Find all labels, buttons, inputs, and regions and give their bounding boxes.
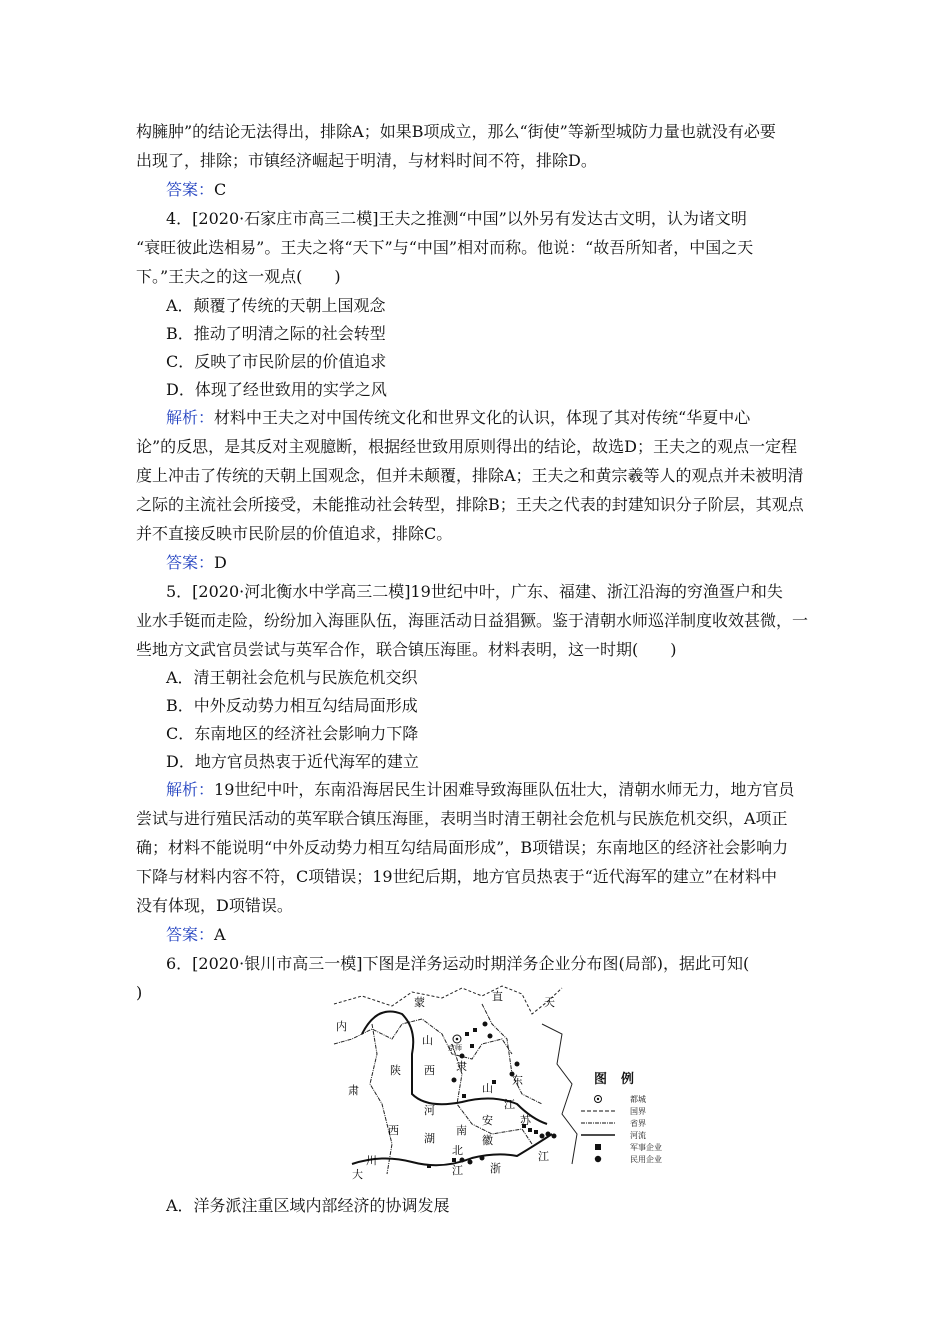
military-enterprise-icon bbox=[580, 1143, 616, 1151]
legend-row bbox=[580, 1129, 690, 1141]
legend-title: 图例 bbox=[594, 1072, 649, 1087]
legend-label: 河流 bbox=[630, 1130, 646, 1140]
answer-label: 答案： bbox=[166, 553, 215, 572]
analysis-label: 解析： bbox=[166, 408, 215, 427]
answer-label: 答案： bbox=[166, 925, 215, 944]
civil-enterprise-marker bbox=[468, 1160, 473, 1165]
legend-label: 民用企业 bbox=[630, 1154, 662, 1164]
analysis-line: 解析：材料中王夫之对中国传统文化和世界文化的认识，体现了其对传统“华夏中心 bbox=[166, 408, 751, 427]
civil-enterprise-marker bbox=[488, 1034, 493, 1039]
option-d: D．地方官员热衷于近代海军的建立 bbox=[166, 752, 419, 771]
analysis-line: 尝试与进行殖民活动的英军联合镇压海匪，表明当时清王朝社会危机与民族危机交织，A项正 bbox=[136, 809, 788, 828]
civil-enterprise-marker bbox=[540, 1134, 545, 1139]
border-line bbox=[334, 986, 562, 1014]
coast-line bbox=[542, 1024, 577, 1164]
place-label: 东 bbox=[512, 1074, 523, 1087]
national-border-icon bbox=[580, 1108, 616, 1114]
place-label: 天 bbox=[544, 996, 555, 1009]
military-enterprise-marker bbox=[452, 1158, 456, 1162]
place-label: 湖 bbox=[424, 1132, 435, 1145]
analysis-line: 下降与材料内容不符，C项错误；19世纪后期，地方官员热衷于“近代海军的建立”在材料中 bbox=[136, 867, 777, 886]
place-label: 江 bbox=[504, 1098, 515, 1111]
place-label: 山 bbox=[482, 1082, 493, 1095]
analysis-line: 度上冲击了传统的天朝上国观念，但并未颠覆，排除A；王夫之和黄宗羲等人的观点并未被明清 bbox=[136, 466, 804, 485]
military-enterprise-marker bbox=[470, 1044, 474, 1048]
option-d: D．体现了经世致用的实学之风 bbox=[166, 380, 387, 399]
map-legend bbox=[580, 1068, 690, 1165]
question-line: 些地方文武官员尝试与英军合作，联合镇压海匪。材料表明，这一时期( ) bbox=[136, 640, 677, 659]
question-line: 5．[2020·河北衡水中学高三二模]19世纪中叶，广东、福建、浙江沿海的穷渔疍户和失 bbox=[166, 582, 783, 601]
legend-label: 省界 bbox=[630, 1118, 646, 1128]
place-label: 徽 bbox=[482, 1134, 493, 1147]
text-line: 构臃肿”的结论无法得出，排除A；如果B项成立，那么“街使”等新型城防力量也就没有必要 bbox=[136, 122, 776, 141]
place-label: 江 bbox=[452, 1164, 463, 1177]
military-enterprise-marker bbox=[462, 1094, 466, 1098]
option-a: A．颠覆了传统的天朝上国观念 bbox=[166, 296, 386, 315]
place-label: 大 bbox=[352, 1168, 363, 1180]
text-line: 出现了，排除；市镇经济崛起于明清，与材料时间不符，排除D。 bbox=[136, 151, 597, 170]
province-line bbox=[370, 1024, 392, 1174]
analysis-line: 之际的主流社会所接受，未能推动社会转型，排除B；王夫之代表的封建知识分子阶层，其观点 bbox=[136, 495, 804, 514]
answer-value: D bbox=[214, 553, 227, 572]
place-label: 河 bbox=[424, 1104, 435, 1117]
option-b: B．中外反动势力相互勾结局面形成 bbox=[166, 696, 418, 715]
answer-line bbox=[166, 180, 226, 200]
civil-enterprise-marker bbox=[452, 1078, 457, 1083]
military-enterprise-marker bbox=[528, 1128, 532, 1132]
legend-row bbox=[580, 1105, 690, 1117]
civil-enterprise-marker bbox=[460, 1054, 465, 1059]
option-b: B．推动了明清之际的社会转型 bbox=[166, 324, 386, 343]
option-a: A．清王朝社会危机与民族危机交织 bbox=[166, 668, 418, 687]
question-line: ) bbox=[136, 983, 143, 1002]
place-labels bbox=[336, 989, 555, 1180]
question-line: 下。”王夫之的这一观点( ) bbox=[136, 267, 341, 286]
civil-enterprise-marker bbox=[483, 1022, 488, 1027]
legend-label: 都城 bbox=[630, 1094, 646, 1104]
answer-label: 答案： bbox=[166, 180, 215, 199]
place-label: 北 bbox=[452, 1144, 463, 1157]
place-label: 西 bbox=[424, 1064, 435, 1077]
place-label: 浙 bbox=[490, 1162, 501, 1175]
place-label: 安 bbox=[482, 1114, 493, 1127]
legend-label: 国界 bbox=[630, 1106, 646, 1116]
answer-line bbox=[166, 925, 226, 945]
civil-enterprise-marker bbox=[480, 1156, 485, 1161]
place-label: 江 bbox=[538, 1150, 549, 1163]
military-enterprise-marker bbox=[473, 1028, 477, 1032]
legend-label: 军事企业 bbox=[630, 1142, 662, 1152]
legend-row bbox=[580, 1093, 690, 1105]
legend-row bbox=[580, 1117, 690, 1129]
answer-line bbox=[166, 553, 227, 573]
capital-label: 京师 bbox=[448, 1044, 462, 1052]
civil-enterprise-icon bbox=[580, 1155, 616, 1163]
legend-row bbox=[580, 1141, 690, 1153]
capital-icon bbox=[580, 1094, 616, 1104]
analysis-line: 没有体现，D项错误。 bbox=[136, 896, 293, 915]
question-line: 业水手铤而走险，纷纷加入海匪队伍，海匪活动日益猖獗。鉴于清朝水师巡洋制度收效甚微，一 bbox=[136, 611, 809, 630]
analysis-line: 并不直接反映市民阶层的价值追求，排除C。 bbox=[136, 524, 453, 543]
analysis-line: 解析：19世纪中叶，东南沿海居民生计困难导致海匪队伍壮大，清朝水师无力，地方官员 bbox=[166, 780, 795, 799]
place-label: 直 bbox=[492, 990, 503, 1003]
place-label: 苏 bbox=[520, 1114, 531, 1127]
option-c: C．反映了市民阶层的价值追求 bbox=[166, 352, 387, 371]
legend-row bbox=[580, 1153, 690, 1165]
civil-enterprise-marker bbox=[460, 1158, 465, 1163]
place-label: 陕 bbox=[390, 1064, 401, 1077]
option-c: C．东南地区的经济社会影响力下降 bbox=[166, 724, 419, 743]
place-label: 肃 bbox=[348, 1084, 359, 1097]
military-enterprise-marker bbox=[465, 1032, 469, 1036]
place-label: 内 bbox=[336, 1020, 347, 1033]
capital-dot bbox=[456, 1038, 459, 1041]
place-label: 西 bbox=[388, 1124, 399, 1137]
civil-enterprise-marker bbox=[515, 1062, 520, 1067]
analysis-line: 论”的反思，是其反对主观臆断，根据经世致用原则得出的结论，故选D；王夫之的观点一定程 bbox=[136, 437, 798, 456]
option-a: A．洋务派注重区域内部经济的协调发展 bbox=[166, 1196, 450, 1215]
river-icon bbox=[580, 1132, 616, 1138]
question-line: “衰旺彼此迭相易”。王夫之将“天下”与“中国”相对而称。他说：“故吾所知者，中国之天 bbox=[136, 238, 754, 257]
civil-enterprise-marker bbox=[546, 1132, 551, 1137]
civil-enterprise-marker bbox=[552, 1134, 557, 1139]
analysis-label: 解析： bbox=[166, 780, 215, 799]
place-label: 蒙 bbox=[414, 996, 425, 1009]
place-label: 山 bbox=[422, 1034, 433, 1047]
province-border-icon bbox=[580, 1120, 616, 1126]
place-label: 川 bbox=[366, 1154, 377, 1167]
answer-value: C bbox=[214, 180, 227, 199]
military-enterprise-marker bbox=[534, 1130, 538, 1134]
military-enterprise-marker bbox=[427, 1164, 431, 1168]
answer-value: A bbox=[214, 925, 226, 944]
analysis-line: 确；材料不能说明“中外反动势力相互勾结局面形成”，B项错误；东南地区的经济社会影响力 bbox=[136, 838, 789, 857]
question-line: 6．[2020·银川市高三一模]下图是洋务运动时期洋务企业分布图(局部)，据此可知( bbox=[166, 954, 750, 973]
question-line: 4．[2020·石家庄市高三二模]王夫之推测“中国”以外另有发达古文明，认为诸文明 bbox=[166, 209, 747, 228]
place-label: 隶 bbox=[456, 1060, 467, 1073]
place-label: 南 bbox=[456, 1124, 467, 1137]
